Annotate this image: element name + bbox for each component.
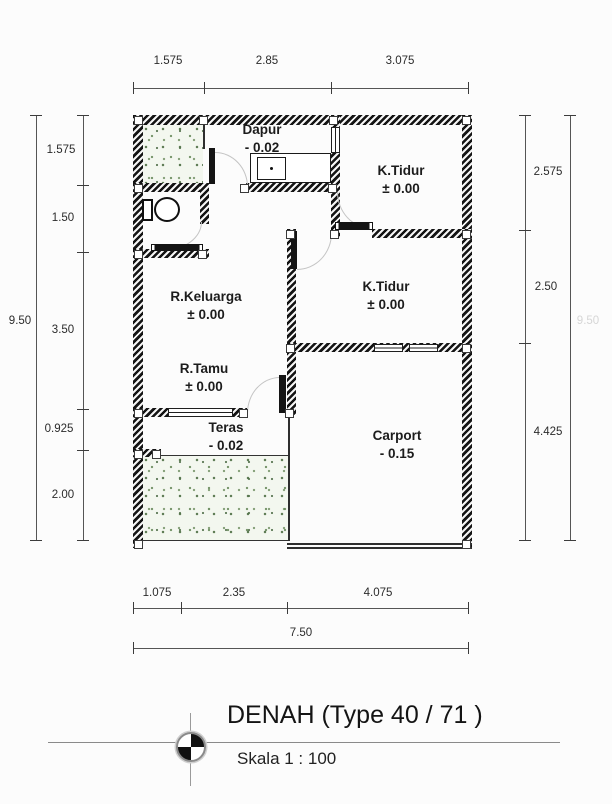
room-level: ± 0.00 [185,379,223,395]
column-marker [240,184,249,193]
room-level: ± 0.00 [187,307,225,323]
dim-label-left-2: 1.50 [51,212,75,224]
column-marker [134,450,143,459]
room-name: K.Tidur [377,163,425,178]
room-level: - 0.15 [379,446,415,462]
wall-tamu-right [287,352,296,415]
room-name: Teras [208,420,244,435]
room-label-keluarga [170,288,241,324]
dim-label-top-3: 3.075 [385,55,415,67]
dim-label-left-1: 1.575 [46,144,76,156]
dim-tick [519,343,531,344]
dim-label-top-2: 2.85 [255,55,279,67]
dim-label-left-4: 0.925 [44,423,74,435]
wall-right [462,115,472,548]
dim-label-bottom-2: 2.35 [222,587,246,599]
dim-tick [133,642,134,654]
dim-tick [133,82,134,94]
room-name: R.Keluarga [170,289,242,304]
dim-line-right-inner [525,115,526,541]
room-label-carport [373,427,422,463]
column-marker [134,540,143,549]
dim-tick [77,540,89,541]
column-marker [198,250,207,259]
wall-dapur-bottom [246,183,332,192]
column-marker [239,409,248,418]
dim-tick [468,82,469,94]
dim-tick [331,82,332,94]
dim-tick [181,602,182,614]
room-level: - 0.02 [208,438,244,454]
dim-tick [77,450,89,451]
column-marker [286,344,295,353]
dim-label-right-2: 2.50 [534,281,558,293]
toilet-bowl-icon [154,197,180,222]
wall-bathroom-right [200,183,209,224]
plan-title: DENAH (Type 40 / 71 ) [227,701,483,729]
carport-open-edge-inner [287,547,472,549]
dim-tick [519,230,531,231]
dim-label-right-1: 2.575 [533,166,563,178]
dim-tick [133,602,134,614]
dim-label-left-5: 2.00 [51,489,75,501]
dim-tick [30,540,42,541]
bathroom-door-leaf [151,244,203,251]
room-name: R.Tamu [179,361,229,376]
column-marker [286,230,295,239]
dim-tick [77,252,89,253]
room-label-teras [208,419,243,455]
dim-tick [77,409,89,410]
column-marker [462,344,471,353]
dim-label-top-1: 1.575 [153,55,183,67]
room-name: Carport [372,428,422,443]
kitchen-sink-icon [257,157,286,180]
dim-label-right-total: 9.50 [576,315,600,327]
column-marker [152,450,161,459]
dim-line-top [133,88,469,89]
dim-label-bottom-total: 7.50 [289,627,313,639]
dim-tick [204,82,205,94]
column-marker [134,184,143,193]
wall-left [133,115,143,548]
dim-tick [77,185,89,186]
column-marker [285,409,294,418]
service-yard-stipple [143,125,203,183]
room-label-tamu [180,360,229,396]
window-bedroom1 [331,127,340,153]
dim-line-left-outer [36,115,37,541]
room-level: - 0.02 [244,140,280,156]
column-marker [134,116,143,125]
dim-label-left-total: 9.50 [8,315,32,327]
title-underline [48,742,560,743]
dim-line-bottom-inner [133,608,469,609]
column-marker [330,230,339,239]
room-name: K.Tidur [362,279,410,294]
front-door-leaf [279,375,286,413]
column-marker [328,184,337,193]
room-label-ktidur2 [363,278,410,314]
garden-stipple [143,455,289,541]
window-bedroom2-a [374,344,403,352]
room-level: ± 0.00 [382,181,420,197]
room-level: ± 0.00 [367,297,405,313]
room-label-ktidur1 [378,162,425,198]
dim-tick [519,540,531,541]
dim-tick [468,602,469,614]
toilet-tank-icon [142,199,153,221]
north-survey-marker-icon [176,732,206,762]
dim-label-bottom-3: 4.075 [363,587,393,599]
window-teras [168,408,233,417]
dim-tick [77,115,89,116]
column-marker [462,540,471,549]
plan-scale: Skala 1 : 100 [237,749,337,768]
dim-line-right-outer [570,115,571,541]
column-marker [134,250,143,259]
wall-top [133,115,472,125]
dim-tick [564,115,576,116]
column-marker [329,116,338,125]
bedroom2-door-swing-arc [297,233,332,270]
service-dapur-partition-line [203,125,205,149]
dim-label-bottom-1: 1.075 [142,587,172,599]
garden-carport-divider-line [288,415,290,541]
dim-line-left-inner [83,115,84,541]
column-marker [199,116,208,125]
carport-open-edge-outer [287,543,472,545]
dim-tick [519,115,531,116]
dim-tick [468,642,469,654]
column-marker [462,230,471,239]
bedroom1-door-leaf [335,222,373,230]
dim-label-right-3: 4.425 [533,426,563,438]
dim-label-left-3: 3.50 [51,324,75,336]
dim-tick [564,540,576,541]
column-marker [134,409,143,418]
front-door-swing-arc [247,377,280,413]
dim-line-bottom-outer [133,648,469,649]
room-name: Dapur [242,122,282,137]
wall-bedroom-divider [372,229,472,238]
room-label-dapur [242,121,281,157]
dim-tick [30,115,42,116]
column-marker [462,116,471,125]
window-bedroom2-b [409,344,438,352]
dim-tick [287,602,288,614]
wall-service-bottom [133,183,209,192]
